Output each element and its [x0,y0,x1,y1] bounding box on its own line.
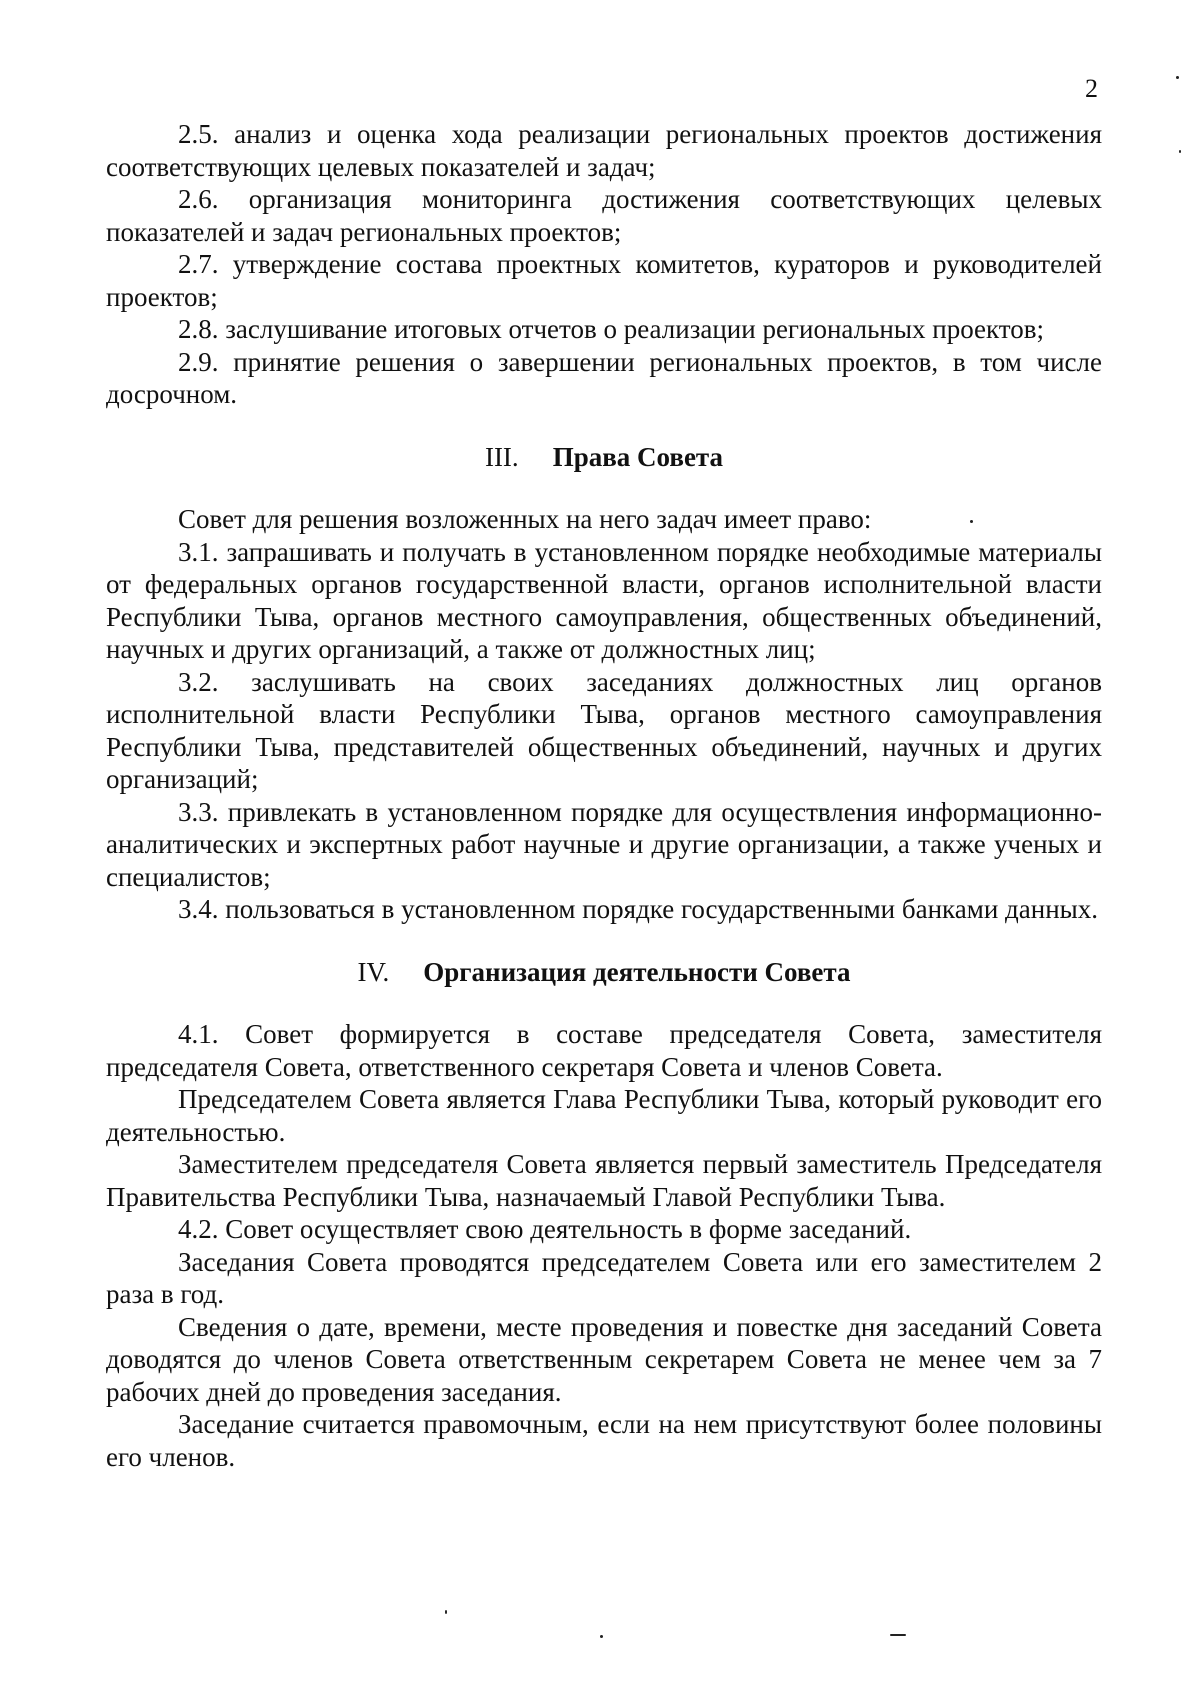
quorum-paragraph: Заседание считается правомочным, если на нем присутствуют более половины его членов. [106,1409,1102,1472]
document-body [106,118,1102,1473]
section-3-title: Права Совета [552,441,724,472]
meetings-frequency-paragraph: Заседания Совета проводятся председателем Совета или его заместителем 2 раза в год. [106,1246,1102,1309]
clause-2-6: 2.6. организация мониторинга достижения соответствующих целевых показателей и задач региональных проектов; [106,184,1102,247]
section-3-heading [106,441,1102,474]
clause-3-1: 3.1. запрашивать и получать в установленном порядке необходимые материалы от федеральных органов государственной власти, органов исполнительной власти Республики Тыва, органов местного самоуправления, общественных объединений, научных и других организаций, а также от должностных лиц; [106,536,1102,664]
clause-4-2: 4.2. Совет осуществляет свою деятельность в форме заседаний. [178,1214,912,1244]
scan-speck [1176,76,1179,79]
clause-3-3: 3.3. привлекать в установленном порядке для осуществления информационно-аналитических и экспертных работ научные и другие организации, а также ученых и специалистов; [106,796,1102,892]
chairman-paragraph: Председателем Совета является Глава Республики Тыва, который руководит его деятельностью. [106,1084,1102,1147]
scan-speck [600,1635,603,1638]
scan-speck [890,1634,906,1636]
scan-speck [1179,150,1181,153]
section-3-number: III. [484,441,519,472]
deputy-chairman-paragraph: Заместителем председателя Совета является первый заместитель Председателя Правительства Республики Тыва, назначаемый Главой Республики Тыва. [106,1149,1102,1212]
scan-speck [445,1610,447,1614]
section-3-intro: Совет для решения возложенных на него задач имеет право: [178,504,872,534]
section-4-heading [106,956,1102,989]
clause-2-9: 2.9. принятие решения о завершении региональных проектов, в том числе досрочном. [106,346,1102,409]
section-4-title: Организация деятельности Совета [423,956,851,987]
clause-2-8: 2.8. заслушивание итоговых отчетов о реализации региональных проектов; [178,314,1044,344]
clause-3-2: 3.2. заслушивать на своих заседаниях должностных лиц органов исполнительной власти Республики Тыва, органов местного самоуправления Республики Тыва, представителей общественных объединений, научных и других организаций; [106,666,1102,794]
clause-3-4: 3.4. пользоваться в установленном порядке государственными банками данных. [178,894,1099,924]
scan-speck [970,520,973,523]
clause-4-1: 4.1. Совет формируется в составе председателя Совета, заместителя председателя Совета, ответственного секретаря Совета и членов Совета. [106,1019,1102,1082]
meeting-notice-paragraph: Сведения о дате, времени, месте проведения и повестке дня заседаний Совета доводятся до членов Совета ответственным секретарем Совета не менее чем за 7 рабочих дней до проведения заседания. [106,1311,1102,1407]
section-4-number: IV. [357,956,390,987]
page-number: 2 [1085,74,1098,103]
clause-2-7: 2.7. утверждение состава проектных комитетов, кураторов и руководителей проектов; [106,249,1102,312]
clause-2-5: 2.5. анализ и оценка хода реализации региональных проектов достижения соответствующих целевых показателей и задач; [106,119,1102,182]
